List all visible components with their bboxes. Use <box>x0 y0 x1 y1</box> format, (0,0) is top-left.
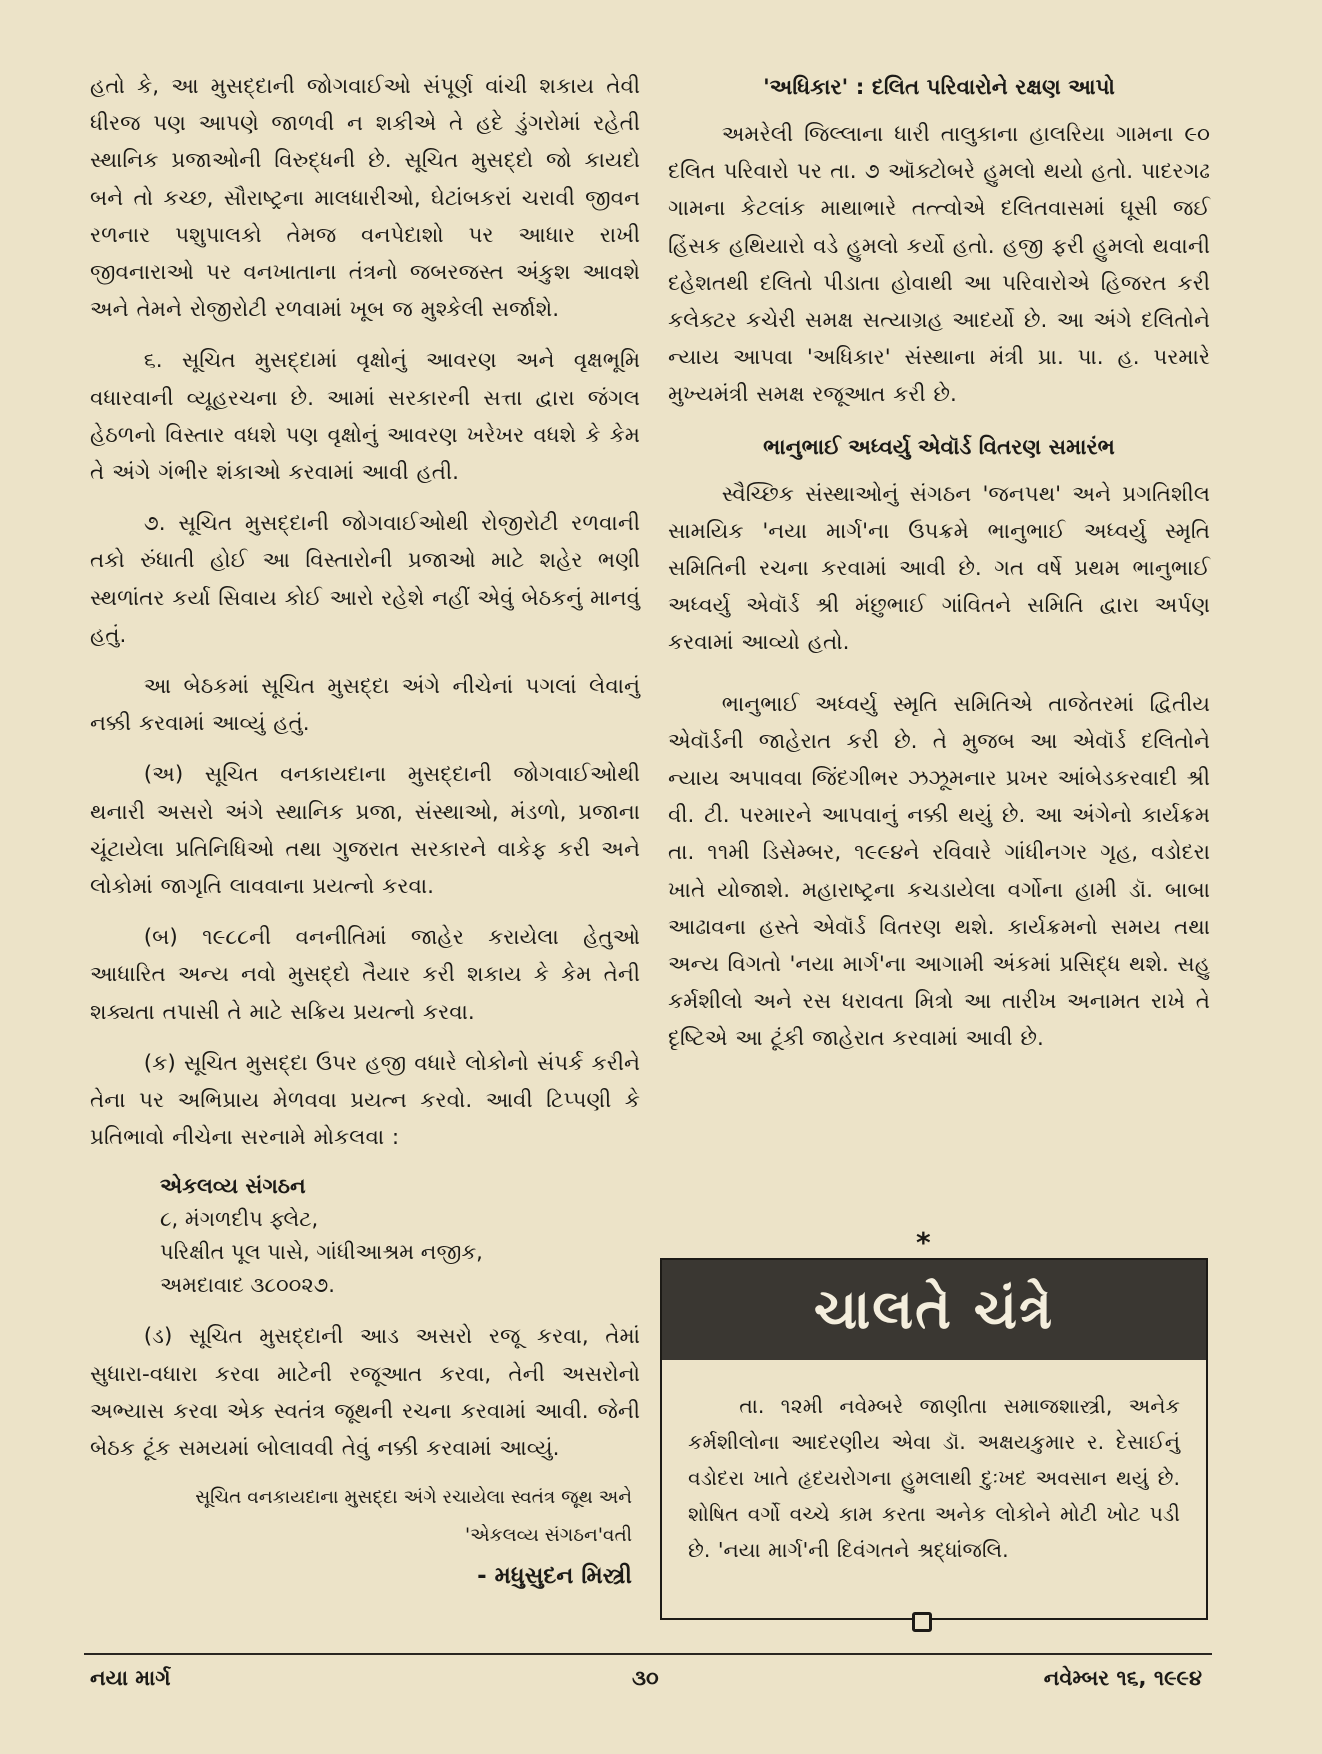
address-block <box>160 1170 640 1302</box>
footer-magazine-name: નયા માર્ગ <box>90 1666 171 1690</box>
author-name: - મધુસુદન મિસ્ત્રી <box>477 1563 632 1590</box>
paragraph: (ડ) સૂચિત મુસદ્દાની આડ અસરો રજૂ કરવા, તેમાં સુધારા-વધારા કરવા માટેની રજૂઆત કરવા, તેની અસરોનો અભ્યાસ કરવા એક સ્વતંત્ર જૂથની રચના કરવામાં આવી. જેની બેઠક ટૂંક સમયમાં બોલાવવી તેવું નક્કી કરવામાં આવ્યું. <box>90 1324 640 1462</box>
paragraph: ૬. સૂચિત મુસદ્દામાં વૃક્ષોનું આવરણ અને વૃક્ષભૂમિ વધારવાની વ્યૂહરચના છે. આમાં સરકારની સત્તા દ્વારા જંગલ હેઠળનો વિસ્તાર વધશે પણ વૃક્ષોનું આવરણ ખરેખર વધશે કે કેમ તે અંગે ગંભીર શંકાઓ કરવામાં આવી હતી. <box>90 348 640 486</box>
obituary-box <box>660 1258 1208 1620</box>
address-line: અમદાવાદ ૩૮૦૦૨૭. <box>160 1273 335 1298</box>
left-column <box>90 68 640 1589</box>
paragraph: હતો કે, આ મુસદ્દાની જોગવાઈઓ સંપૂર્ણ વાંચી શકાય તેવી ધીરજ પણ આપણે જાળવી ન શકીએ તે હદે ડુંગરોમાં રહેતી સ્થાનિક પ્રજાઓની વિરુદ્ધની છે. સૂચિત મુસદ્દો જો કાયદો બને તો કચ્છ, સૌરાષ્ટ્રના માલધારીઓ, ઘેટાંબકરાં ચરાવી જીવન રળનાર પશુપાલકો તેમજ વનપેદાશો પર આધાર રાખી જીવનારાઓ પર વનખાતાના તંત્રનો જબરજસ્ત અંકુશ આવશે અને તેમને રોજીરોટી રળવામાં ખૂબ જ મુશ્કેલી સર્જાશે. <box>90 74 640 323</box>
paragraph: અમરેલી જિલ્લાના ધારી તાલુકાના હાલરિયા ગામના ૯૦ દલિત પરિવારો પર તા. ૭ ઑક્ટોબરે હુમલો થયો હતો. પાદરગઢ ગામના કેટલાંક માથાભારે તત્ત્વોએ દલિતવાસમાં ઘૂસી જઈ હિંસક હથિયારો વડે હુમલો કર્યો હતો. હજી ફરી હુમલો થવાની દહેશતથી દલિતો પીડાતા હોવાથી આ પરિવારોએ હિજરત કરી કલેક્ટર કચેરી સમક્ષ સત્યાગ્રહ આદર્યો છે. આ અંગે દલિતોને ન્યાય આપવા 'અધિકાર' સંસ્થાના મંત્રી પ્રા. પા. હ. પરમારે મુખ્યમંત્રી સમક્ષ રજૂઆત કરી છે. <box>668 122 1210 408</box>
paragraph: ભાનુભાઈ અધ્વર્યુ સ્મૃતિ સમિતિએ તાજેતરમાં દ્વિતીય એવૉર્ડની જાહેરાત કરી છે. તે મુજબ આ એવૉર્ડ દલિતોને ન્યાય અપાવવા જિંદગીભર ઝઝૂમનાર પ્રખર આંબેડકરવાદી શ્રી વી. ટી. પરમારને આપવાનું નક્કી થયું છે. આ અંગેનો કાર્યક્રમ તા. ૧૧મી ડિસેમ્બર, ૧૯૯૪ને રવિવારે ગાંધીનગર ગૃહ, વડોદરા ખાતે યોજાશે. મહારાષ્ટ્રના કચડાયેલા વર્ગોના હામી ડૉ. બાબા આઢાવના હસ્તે એવૉર્ડ વિતરણ થશે. કાર્યક્રમનો સમય તથા અન્ય વિગતો 'નયા માર્ગ'ના આગામી અંકમાં પ્રસિદ્ધ થશે. સહુ કર્મશીલો અને રસ ધરાવતા મિત્રો આ તારીખ અનામત રાખે તે દૃષ્ટિએ આ ટૂંકી જાહેરાત કરવામાં આવી છે. <box>668 691 1210 1052</box>
footer-date: નવેમ્બર ૧૬, ૧૯૯૪ <box>1043 1666 1202 1690</box>
address-line: ૮, મંગળદીપ ફ્લેટ, <box>160 1207 319 1232</box>
page-number: ૩૦ <box>632 1666 659 1690</box>
box-title: ચાલતે ચંત્રે <box>813 1278 1055 1341</box>
paragraph: ૭. સૂચિત મુસદ્દાની જોગવાઈઓથી રોજીરોટી રળવાની તકો રુંધાતી હોઈ આ વિસ્તારોની પ્રજાઓ માટે શહેર ભણી સ્થળાંતર કર્યા સિવાય કોઈ આરો રહેશે નહીં એવું બેઠકનું માનવું હતું. <box>90 511 640 648</box>
footer-divider <box>84 1653 1212 1655</box>
credit-line: સૂચિત વનકાયદાના મુસદ્દા અંગે રચાયેલા સ્વતંત્ર જૂથ અને <box>195 1487 632 1509</box>
address-line: પરિક્ષીત પૂલ પાસે, ગાંધીઆશ્રમ નજીક, <box>160 1240 483 1265</box>
paragraph: (બ) ૧૯૮૮ની વનનીતિમાં જાહેર કરાયેલા હેતુઓ આધારિત અન્ય નવો મુસદ્દો તૈયાર કરી શકાય કે કેમ તેની શક્યતા તપાસી તે માટે સક્રિય પ્રયત્નો કરવા. <box>90 925 640 1025</box>
box-text: તા. ૧૨મી નવેમ્બરે જાણીતા સમાજશાસ્ત્રી, અનેક કર્મશીલોના આદરણીય એવા ડૉ. અક્ષયકુમાર ર. દેસાઈનું વડોદરા ખાતે હૃદયરોગના હુમલાથી દુઃખદ અવસાન થયું છે. શોષિત વર્ગો વચ્ચે કામ કરતા અનેક લોકોને મોટી ખોટ પડી છે. 'નયા માર્ગ'ની દિવંગતને શ્રદ્ધાંજલિ. <box>688 1394 1180 1562</box>
end-mark-icon <box>912 1612 932 1632</box>
paragraph: આ બેઠકમાં સૂચિત મુસદ્દા અંગે નીચેનાં પગલાં લેવાનું નક્કી કરવામાં આવ્યું હતું. <box>90 674 640 737</box>
credit-line: 'એકલવ્ય સંગઠન'વતી <box>465 1525 632 1547</box>
address-line: એકલવ્ય સંગઠન <box>160 1174 306 1199</box>
box-banner <box>662 1260 1206 1360</box>
paragraph: (ક) સૂચિત મુસદ્દા ઉપર હજી વધારે લોકોનો સંપર્ક કરીને તેના પર અભિપ્રાય મેળવવા પ્રયત્ન કરવો. આવી ટિપ્પણી કે પ્રતિભાવો નીચેના સરનામે મોકલવા : <box>90 1050 640 1151</box>
section-heading: ભાનુભાઈ અધ્વર્યુ એવૉર્ડ વિતરણ સમારંભ <box>763 434 1115 460</box>
box-body <box>662 1360 1206 1568</box>
paragraph: સ્વૈચ્છિક સંસ્થાઓનું સંગઠન 'જનપથ' અને પ્રગતિશીલ સામયિક 'નયા માર્ગ'ના ઉપક્રમે ભાનુભાઈ અધ્વર્યુ સ્મૃતિ સમિતિની રચના કરવામાં આવી છે. ગત વર્ષે પ્રથમ ભાનુભાઈ અધ્વર્યુ એવૉર્ડ શ્રી મંછુભાઈ ગાંવિતને સમિતિ દ્વારા અર્પણ કરવામાં આવ્યો હતો. <box>668 481 1210 656</box>
asterisk-separator: * <box>916 1226 931 1259</box>
section-heading: 'અધિકાર' : દલિત પરિવારોને રક્ષણ આપો <box>763 75 1115 100</box>
right-column <box>668 68 1210 1072</box>
paragraph: (અ) સૂચિત વનકાયદાના મુસદ્દાની જોગવાઈઓથી થનારી અસરો અંગે સ્થાનિક પ્રજા, સંસ્થાઓ, મંડળો, પ્રજાના ચૂંટાયેલા પ્રતિનિધિઓ તથા ગુજરાત સરકારને વાકેફ કરી અને લોકોમાં જાગૃતિ લાવવાના પ્રયત્નો કરવા. <box>90 762 640 900</box>
